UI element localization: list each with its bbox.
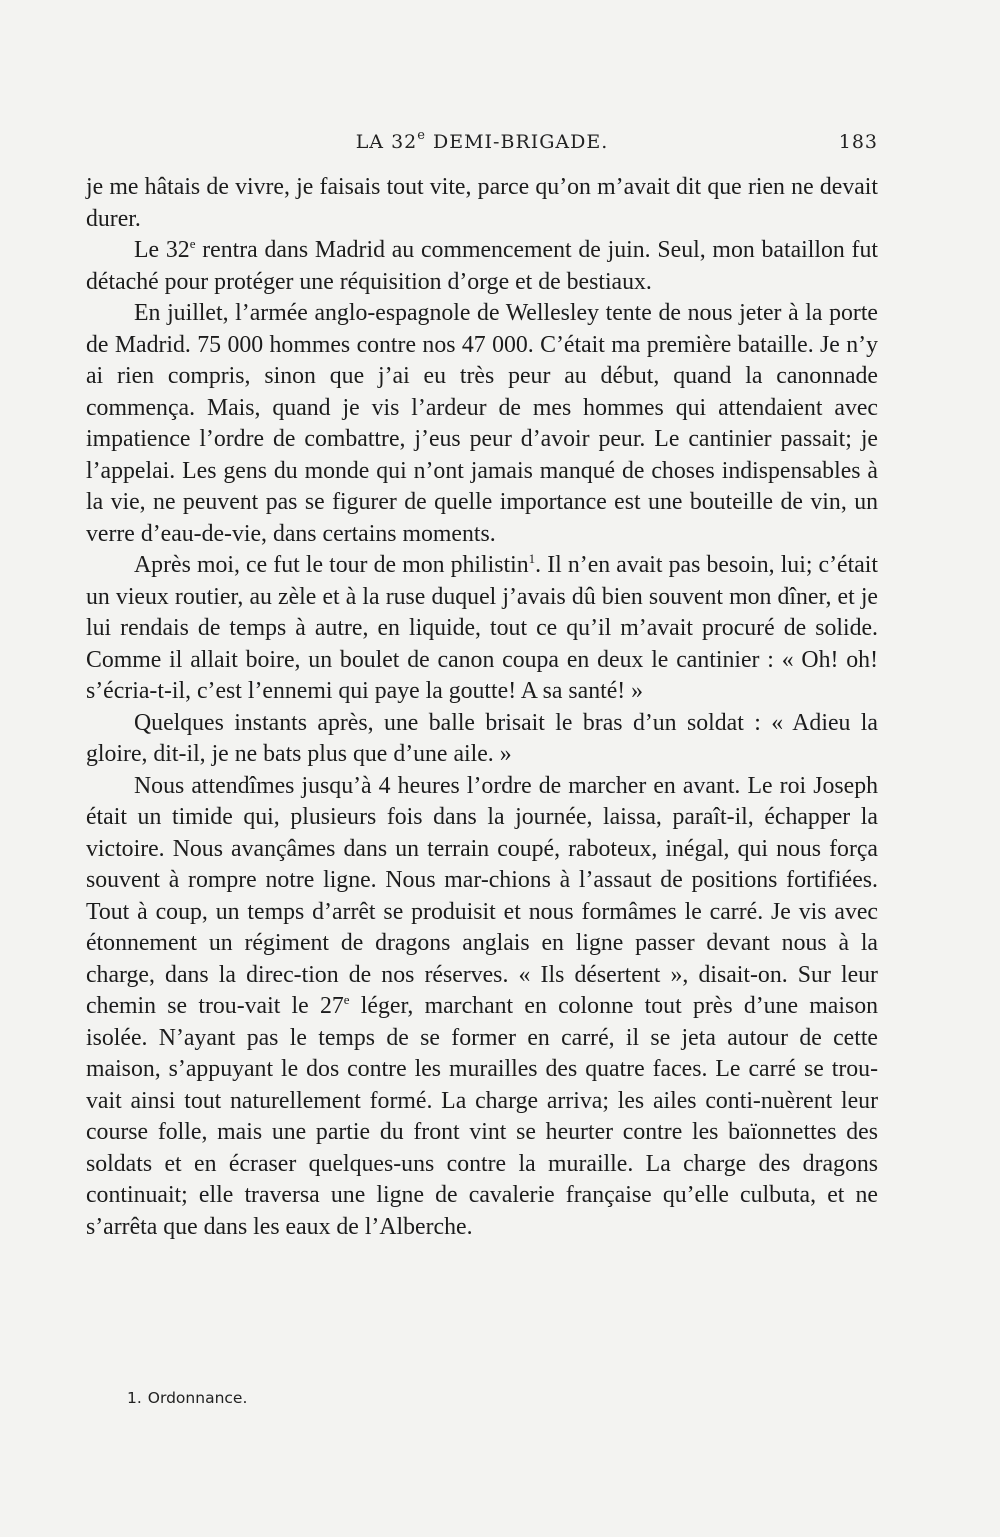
- footnote-number: 1.: [127, 1389, 142, 1407]
- superscript: e: [189, 236, 196, 251]
- running-head: [86, 128, 878, 153]
- paragraph: [86, 708, 878, 771]
- page-header: [86, 128, 878, 161]
- paragraph-text: léger, marchant en colonne tout près d’une maison isolée. N’ayant pas le temps de se former en carré, il se jeta autour de cette maison, s’appuyant le dos contre les murailles des quatre faces. Le carré se trou-vait ainsi tout naturellement formé. La charge arriva; les ailes conti-nuèrent leur course folle, mais une partie du front vint se heurter contre les baïonnettes des soldats et en écraser quelques-uns contre la muraille. La charge des dragons continuait; elle traversa une ligne de cavalerie française qu’elle culbuta, et ne s’arrêta que dans les eaux de l’Alberche.: [86, 993, 879, 1240]
- paragraph-text: . Il n’en avait pas besoin, lui; c’était un vieux routier, au zèle et à la ruse duquel j’avais dû bien souvent mon dîner, et je lui rendais de temps à autre, en liquide, tout ce qu’il m’avait procuré de solide. Comme il allait boire, un boulet de canon coupa en deux le cantinier : « Oh! oh! s’écria-t-il, c’est l’ennemi qui paye la goutte! A sa santé! »: [86, 552, 878, 704]
- paragraph: [86, 172, 878, 235]
- footnote: [127, 1389, 247, 1407]
- paragraph-text: En juillet, l’armée anglo-espagnole de Wellesley tente de nous jeter à la porte de Madrid. 75 000 hommes contre nos 47 000. C’était ma première bataille. Je n’y ai rien compris, sinon que j’ai eu très peur au début, quand la canonnade commença. Mais, quand je vis l’ardeur de mes hommes qui attendaient avec impatience l’ordre de combattre, j’eus peur d’avoir peur. Le cantinier passait; je l’appelai. Les gens du monde qui n’ont jamais manqué de choses indispensables à la vie, ne peuvent pas se figurer de quelle importance est une bouteille de vin, un verre d’eau-de-vie, dans certains moments.: [86, 300, 878, 547]
- paragraph: [86, 298, 878, 550]
- page-number: 183: [838, 131, 878, 153]
- footnote-text: Ordonnance.: [147, 1389, 248, 1407]
- paragraph: [86, 550, 878, 708]
- paragraph-text: je me hâtais de vivre, je faisais tout vite, parce qu’on m’avait dit que rien ne devait durer.: [86, 174, 878, 232]
- paragraph-text: rentra dans Madrid au commencement de juin. Seul, mon bataillon fut détaché pour protéger une réquisition d’orge et de bestiaux.: [86, 237, 878, 295]
- paragraph-text: Nous attendîmes jusqu’à 4 heures l’ordre de marcher en avant. Le roi Joseph était un timide qui, plusieurs fois dans la journée, laissa, paraît-il, échapper la victoire. Nous avançâmes dans un terrain coupé, raboteux, inégal, qui nous força souvent à rompre notre ligne. Nous mar-chions à l’assaut de positions fortifiées. Tout à coup, un temps d’arrêt se produisit et nous formâmes le carré. Je vis avec étonnement un régiment de dragons anglais en ligne passer devant nous à la charge, dans la direc-tion de nos réserves. « Ils désertent », disait-on. Sur leur chemin se trou-vait le 27: [86, 772, 878, 1019]
- superscript: 1: [528, 551, 536, 566]
- superscript: e: [343, 992, 350, 1007]
- paragraph: [86, 235, 878, 298]
- running-head-post: DEMI-BRIGADE.: [425, 131, 609, 153]
- paragraph-text: Quelques instants après, une balle brisait le bras d’un soldat : « Adieu la gloire, dit-il, je ne bats plus que d’une aile. »: [86, 709, 878, 767]
- paragraph-text: Le 32: [134, 237, 190, 263]
- running-head-superscript: e: [417, 128, 426, 143]
- paragraph: [86, 771, 878, 1244]
- running-head-pre: LA 32: [355, 131, 418, 153]
- body-text: [86, 172, 878, 1243]
- paragraph-text: Après moi, ce fut le tour de mon philistin: [134, 552, 529, 578]
